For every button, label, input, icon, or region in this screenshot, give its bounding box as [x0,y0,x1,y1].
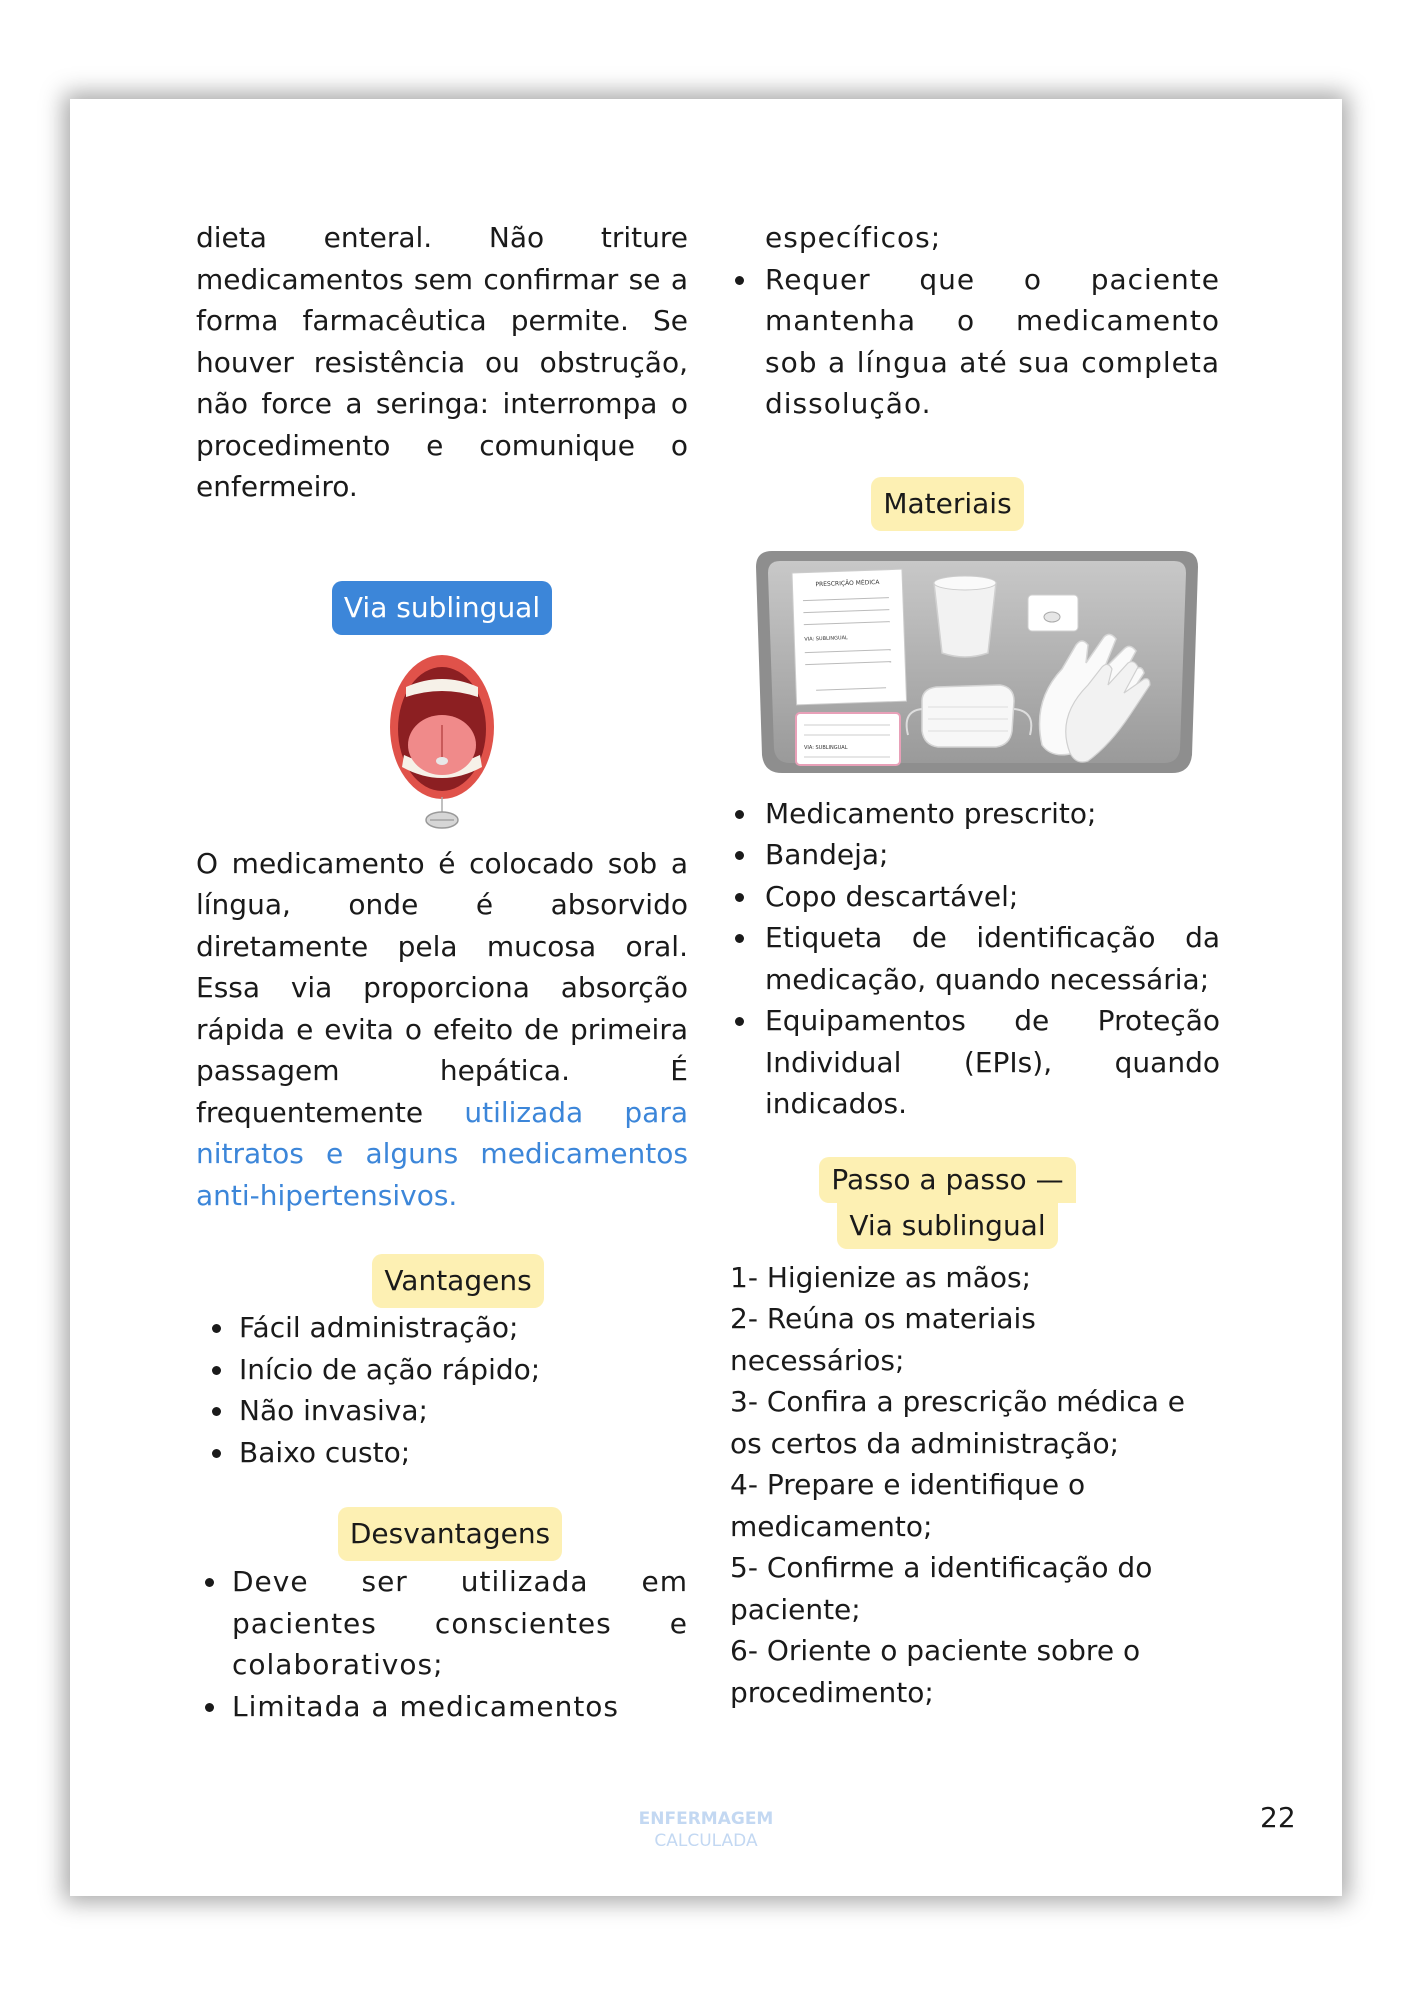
page-number: 22 [1260,1801,1296,1834]
list-item: Medicamento prescrito; [765,793,1220,835]
advantages-list [239,1307,688,1473]
brand-line1: ENFERMAGEM [638,1809,774,1829]
left-column [196,217,688,1727]
materials-title: Materiais [871,477,1023,531]
prescription-route: VIA: SUBLINGUAL [804,634,848,643]
open-mouth-illustration [196,649,688,833]
sublingual-description [196,843,688,1217]
list-item: 3- Confira a prescrição médica e os certos da administração; [730,1385,1185,1460]
list-item: 2- Reúna os materiais necessários; [730,1302,1036,1377]
list-item: Bandeja; [765,834,1220,876]
list-item: Limitada a medicamentos [232,1686,688,1728]
materials-tray-illustration [752,541,1202,781]
intro-paragraph: dieta enteral. Não triture medicamentos sem confirmar se a forma farmacêutica permite. Se houver resistência ou obstrução, não force a seringa: interrompa o procedimento e comunique o enfermeiro. [196,221,688,503]
steps-title-line2: Via sublingual [837,1203,1057,1249]
list-item: 5- Confirme a identificação do paciente; [730,1551,1153,1626]
steps-list [730,1257,1200,1714]
document-page [70,99,1342,1896]
list-item: 4- Prepare e identifique o medicamento; [730,1468,1086,1543]
list-item: Copo descartável; [765,876,1220,918]
list-item: 6- Oriente o paciente sobre o procedimento; [730,1634,1141,1709]
label-route: VIA: SUBLINGUAL [804,744,848,751]
prescription-title: PRESCRIÇÃO MÉDICA [815,578,880,588]
footer-brand [70,1808,1342,1852]
steps-title [670,1157,1225,1249]
list-item: Equipamentos de Proteção Individual (EPIs), quando indicados. [765,1000,1220,1125]
list-item: Fácil administração; [239,1307,688,1349]
description-text: O medicamento é colocado sob a língua, onde é absorvido diretamente pela mucosa oral. Essa via proporciona absorção rápida e evita o efeito de primeira passagem hepática. É frequentemente [196,846,688,1129]
description-highlight: utilizada para nitratos e alguns medicamentos anti-hipertensivos. [196,1095,688,1212]
materials-list [765,793,1220,1125]
list-item: Não invasiva; [239,1390,688,1432]
list-item: Requer que o paciente mantenha o medicamento sob a língua até sua completa dissolução. [765,259,1220,425]
continued-disadvantages-list [765,259,1220,425]
list-item: 1- Higienize as mãos; [730,1260,1032,1294]
list-item: Etiqueta de identificação da medicação, quando necessária; [765,917,1220,1000]
steps-title-line1: Passo a passo — [819,1157,1075,1203]
list-item: Deve ser utilizada em pacientes conscientes e colaborativos; [232,1561,688,1686]
advantages-title: Vantagens [372,1254,543,1308]
disadvantages-title: Desvantagens [338,1507,562,1561]
right-column [730,217,1285,1713]
disadvantages-list [232,1561,688,1727]
list-item: Baixo custo; [239,1432,688,1474]
continued-text: específicos; [765,221,942,254]
list-item: Início de ação rápido; [239,1349,688,1391]
section-title-via-sublingual: Via sublingual [332,581,552,635]
brand-line2: CALCULADA [654,1831,758,1851]
